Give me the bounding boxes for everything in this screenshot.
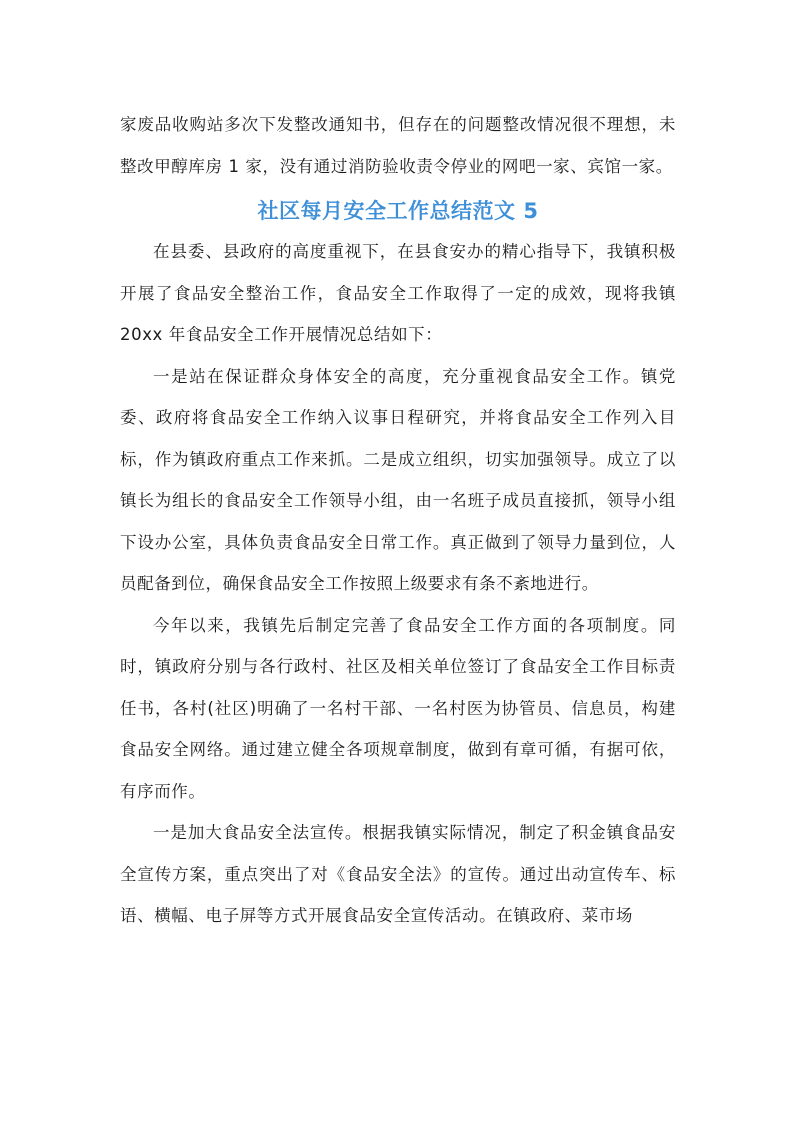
paragraph-intro: 在县委、县政府的高度重视下，在县食安办的精心指导下，我镇积极开展了食品安全整治工作，食品安全工作取得了一定的成效，现将我镇 20xx 年食品安全工作开展情况总结如下： (120, 242, 676, 344)
document-body (120, 104, 676, 937)
paragraph-publicity: 一是加大食品安全法宣传。根据我镇实际情况，制定了积金镇食品安全宣传方案，重点突出了对《食品安全法》的宣传。通过出动宣传车、标语、横幅、电子屏等方式开展食品安全宣传活动。在镇政府、菜市场 (120, 823, 676, 925)
section-title: 社区每月安全工作总结范文 5 (257, 199, 539, 223)
paragraph-leadership: 一是站在保证群众身体安全的高度，充分重视食品安全工作。镇党委、政府将食品安全工作纳入议事日程研究，并将食品安全工作列入目标，作为镇政府重点工作来抓。二是成立组织，切实加强领导。成立了以镇长为组长的食品安全工作领导小组，由一名班子成员直接抓，领导小组下设办公室，具体负责食品安全日常工作。真正做到了领导力量到位，人员配备到位，确保食品安全工作按照上级要求有条不紊地进行。 (120, 366, 676, 593)
paragraph-system: 今年以来，我镇先后制定完善了食品安全工作方面的各项制度。同时，镇政府分别与各行政村、社区及相关单位签订了食品安全工作目标责任书，各村(社区)明确了一名村干部、一名村医为协管员、信息员，构建食品安全网络。通过建立健全各项规章制度，做到有章可循，有据可依，有序而作。 (120, 615, 676, 801)
continued-paragraph: 家废品收购站多次下发整改通知书，但存在的问题整改情况很不理想，未整改甲醇库房 1 家，没有通过消防验收责令停业的网吧一家、宾馆一家。 (120, 115, 676, 176)
